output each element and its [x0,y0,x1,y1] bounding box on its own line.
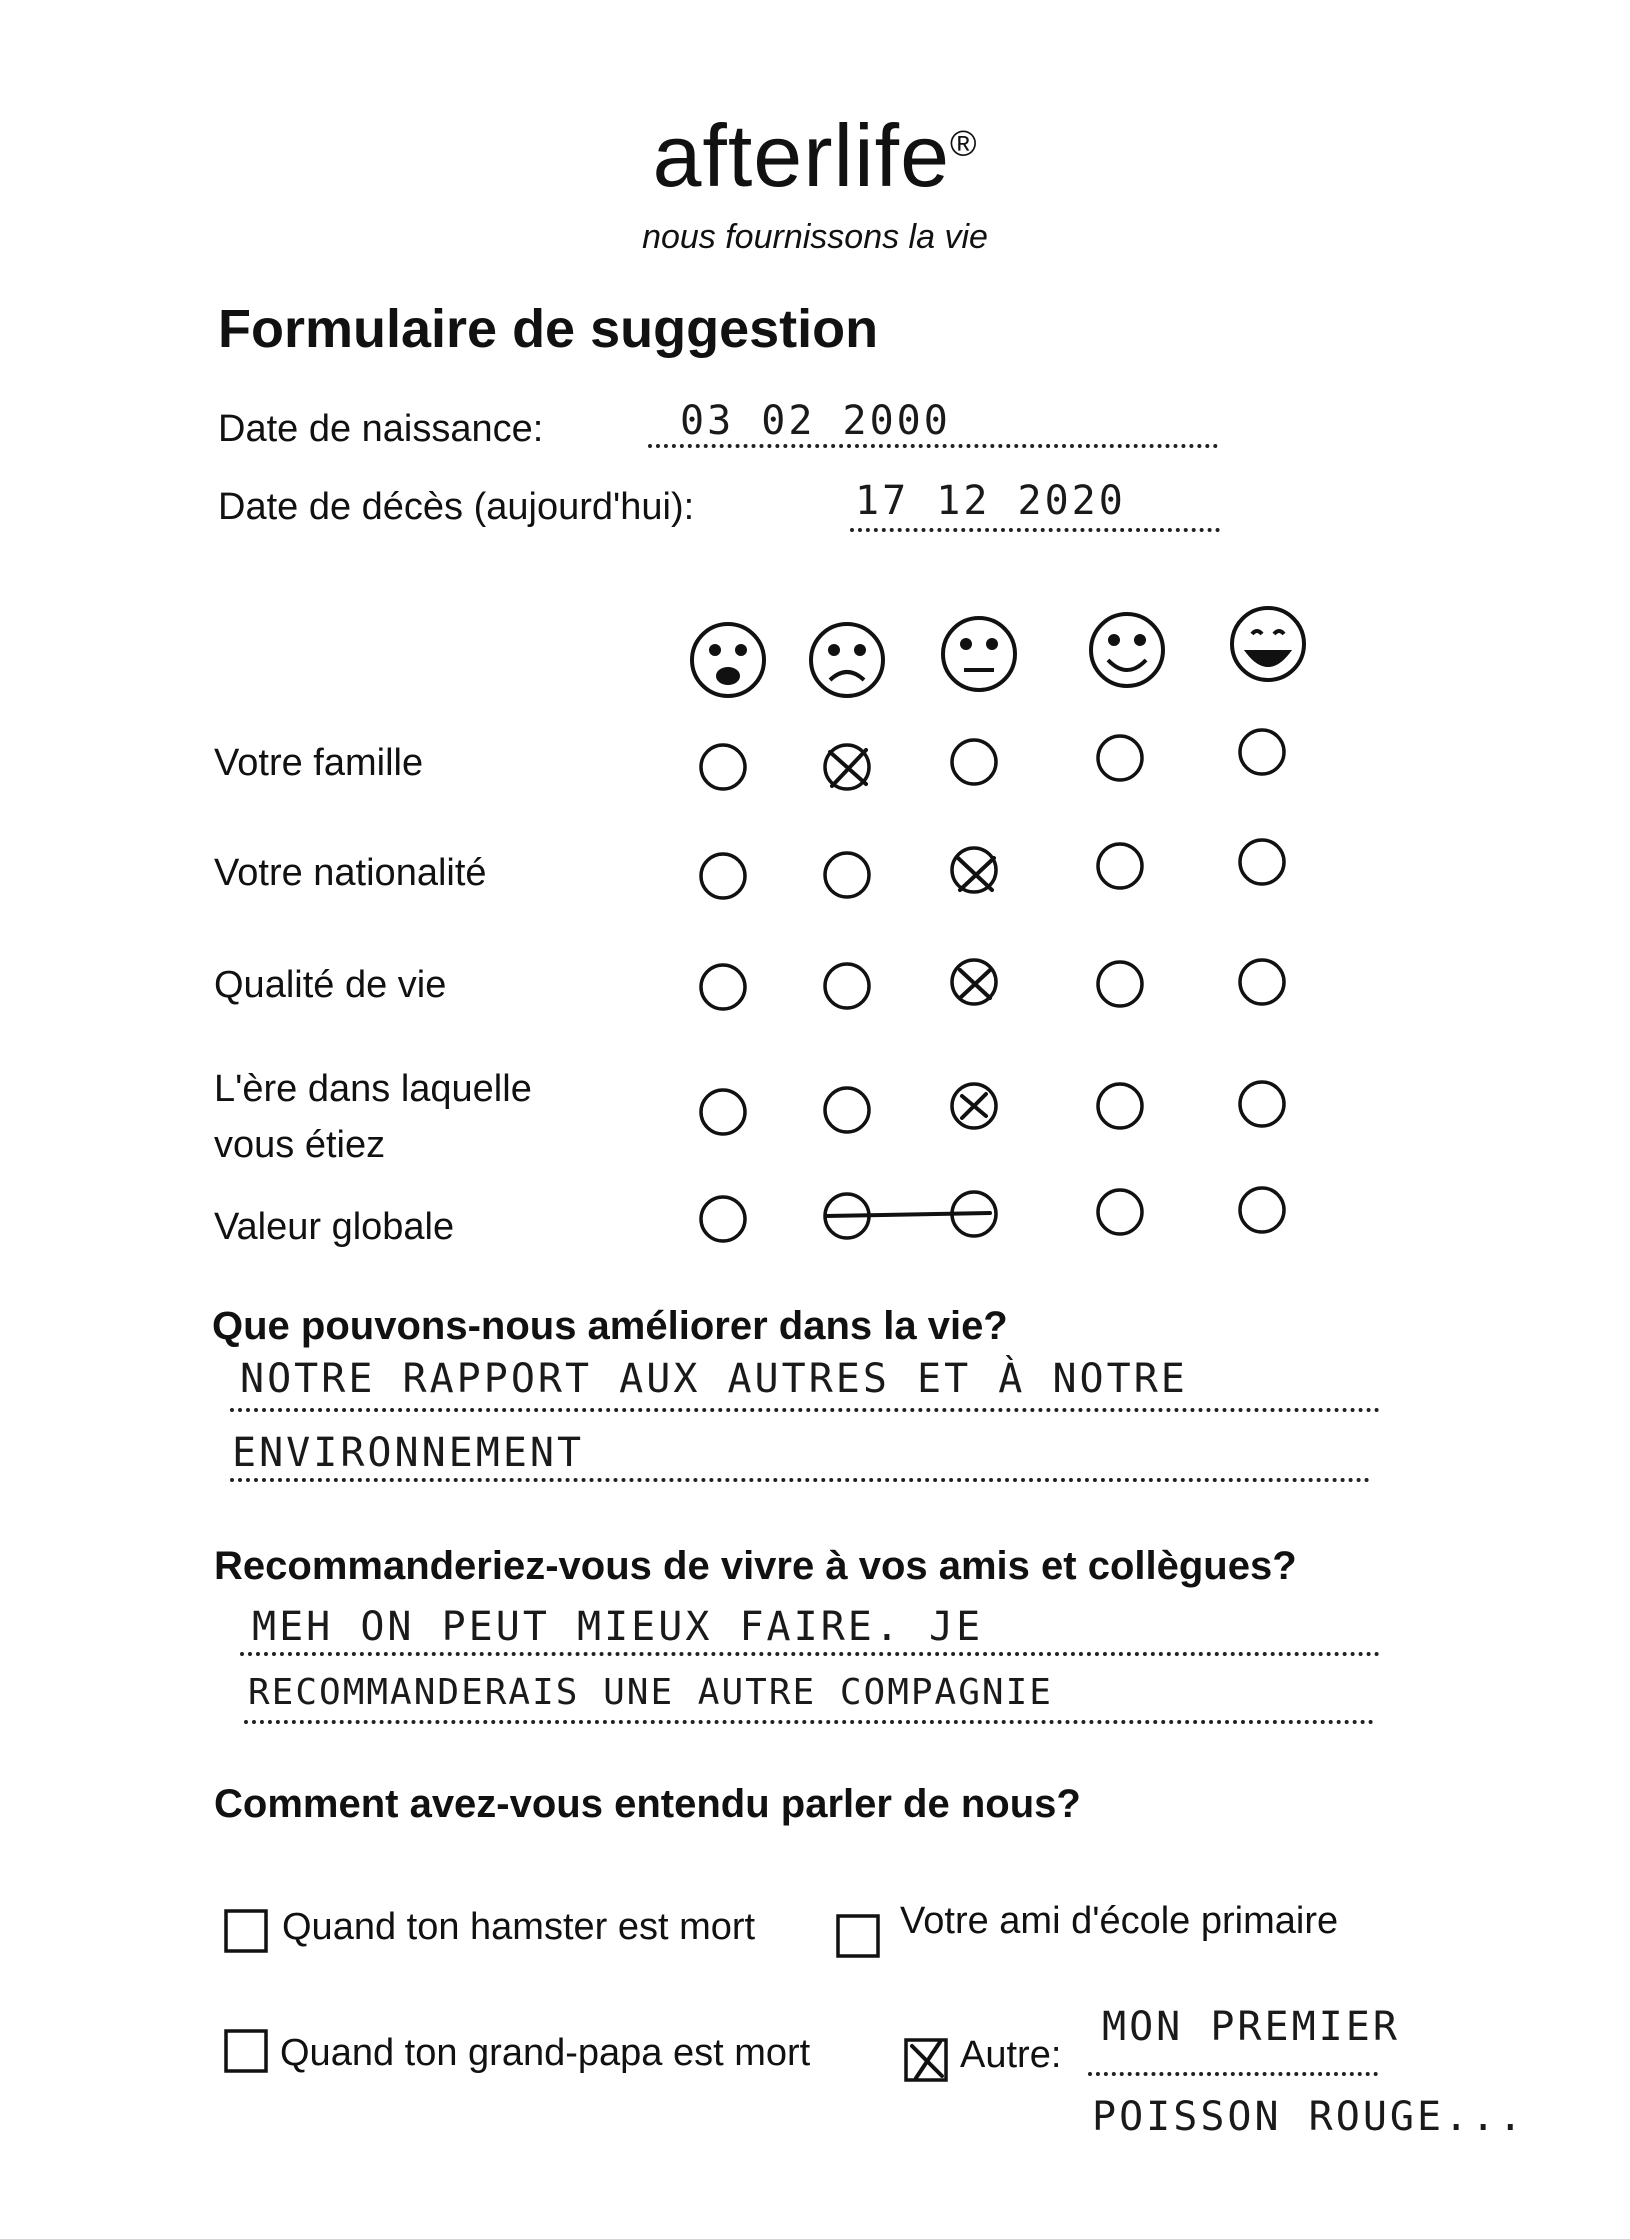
rating-row-label-nationality: Votre nationalité [214,852,487,894]
other-answer-dots [1088,2068,1378,2076]
rating-row-label-era-line2: vous étiez [214,1124,386,1166]
answer-improve-line2-dots [230,1474,1370,1482]
rating-row-label-era-line1: L'ère dans laquelle [214,1068,532,1110]
smiling-face-icon [1091,614,1163,686]
brand-logo [0,105,1630,207]
question-recommend: Recommanderiez-vous de vivre à vos amis et collègues? [214,1544,1297,1588]
rating-row-label-family: Votre famille [214,742,424,784]
form-title: Formulaire de suggestion [218,299,879,359]
checkbox-hamster[interactable] [226,1911,266,1951]
question-improve: Que pouvons-nous améliorer dans la vie? [212,1304,1008,1348]
birth-date-label: Date de naissance: [218,408,544,450]
birth-date-value[interactable]: 03 02 2000 [680,398,951,444]
answer-recommend-line2-dots [244,1716,1374,1724]
brand-tagline: nous fournissons la vie [642,218,988,256]
registered-mark: ® [950,122,978,164]
rating-option-family-2[interactable] [825,745,869,789]
checkbox-school-friend[interactable] [838,1916,878,1956]
neutral-face-icon [943,618,1015,690]
laughing-face-icon [1232,608,1304,680]
very-sad-face-icon [692,624,764,696]
death-date-label: Date de décès (aujourd'hui): [218,486,695,528]
question-heard-about: Comment avez-vous entendu parler de nous? [214,1782,1081,1826]
option-other-label: Autre: [960,2034,1062,2076]
rating-option-family-1[interactable] [701,745,745,789]
checkbox-other[interactable] [906,2040,946,2080]
other-answer-line2[interactable]: POISSON ROUGE... [1092,2094,1526,2140]
checkbox-grandpa[interactable] [226,2031,266,2071]
rating-row-label-overall: Valeur globale [214,1206,455,1248]
answer-recommend-line1[interactable]: MEH ON PEUT MIEUX FAIRE. JE [252,1604,984,1650]
option-grandpa-label: Quand ton grand-papa est mort [280,2032,811,2074]
death-date-line [850,524,1220,532]
sad-face-icon [811,624,883,696]
answer-improve-line2[interactable]: ENVIRONNEMENT [232,1430,585,1476]
option-hamster-label: Quand ton hamster est mort [282,1906,756,1948]
option-school-friend-label: Votre ami d'école primaire [900,1900,1339,1942]
answer-recommend-line2[interactable]: RECOMMANDERAIS UNE AUTRE COMPAGNIE [248,1672,1053,1713]
rating-row-label-quality: Qualité de vie [214,964,447,1006]
answer-recommend-line1-dots [240,1648,1380,1656]
death-date-value[interactable]: 17 12 2020 [855,478,1126,524]
answer-improve-line1[interactable]: NOTRE RAPPORT AUX AUTRES ET À NOTRE [240,1356,1188,1402]
answer-improve-line1-dots [230,1404,1380,1412]
logo-text: afterlife [652,106,951,205]
other-answer-line1[interactable]: MON PREMIER [1102,2004,1400,2050]
